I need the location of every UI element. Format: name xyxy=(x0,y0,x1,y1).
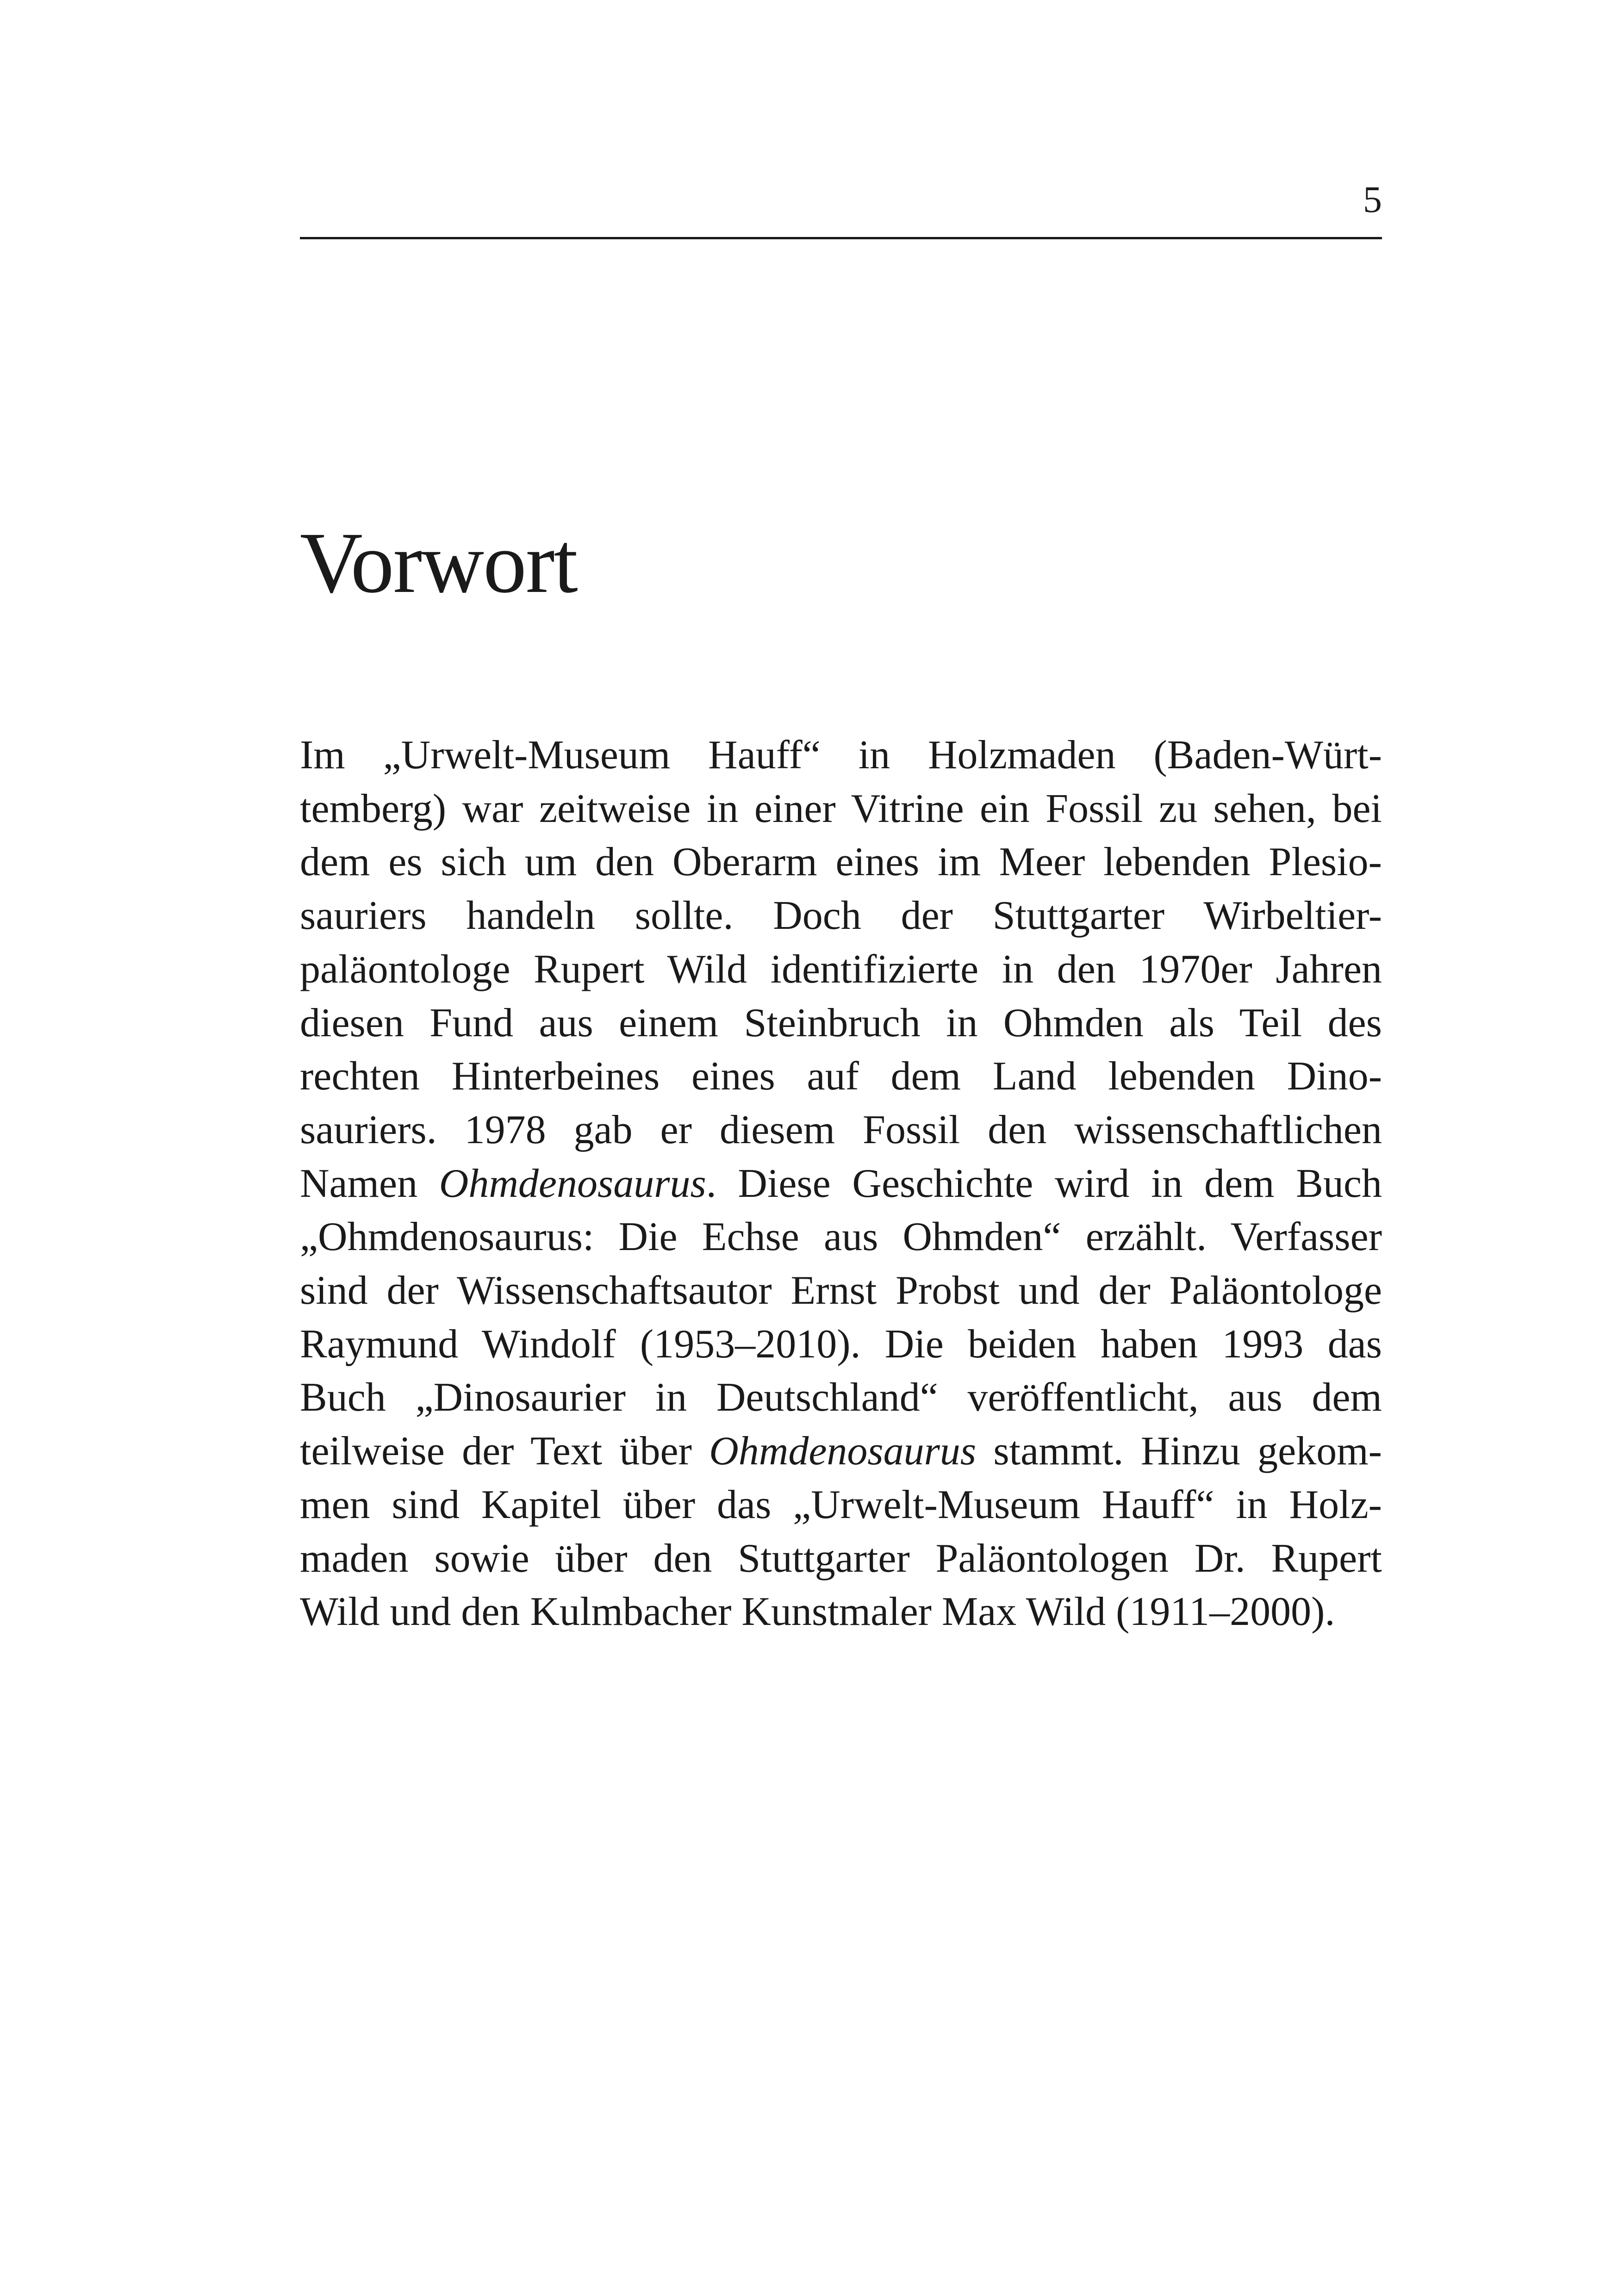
text-line: sauriers. 1978 gab er diesem Fossil den wissenschaftlichen xyxy=(300,1107,1382,1152)
text-line: „Ohmdenosaurus: Die Echse aus Ohmden“ erzählt. Verfasser xyxy=(300,1214,1382,1260)
text-line: men sind Kapitel über das „Urwelt-Museum Hauff“ in Holz- xyxy=(300,1482,1382,1527)
page-number: 5 xyxy=(1363,178,1382,220)
text-line: Raymund Windolf (1953–2010). Die beiden haben 1993 das xyxy=(300,1321,1382,1367)
text-line: sind der Wissenschaftsautor Ernst Probst und der Paläontologe xyxy=(300,1268,1382,1313)
text-line: Namen Ohmdenosaurus. Diese Geschichte wird in dem Buch xyxy=(300,1161,1382,1206)
text-line: Im „Urwelt-Museum Hauff“ in Holzmaden (Baden-Würt- xyxy=(300,733,1382,778)
text-line: rechten Hinterbeines eines auf dem Land lebenden Dino- xyxy=(300,1054,1382,1099)
species-name: Ohmdenosaurus xyxy=(439,1161,706,1206)
species-name: Ohmdenosaurus xyxy=(709,1429,977,1474)
text-line: dem es sich um den Oberarm eines im Meer lebenden Plesio- xyxy=(300,840,1382,885)
text-line: sauriers handeln sollte. Doch der Stuttgarter Wirbeltier- xyxy=(300,893,1382,939)
text-line: diesen Fund aus einem Steinbruch in Ohmden als Teil des xyxy=(300,1000,1382,1045)
text-line: maden sowie über den Stuttgarter Paläontologen Dr. Rupert xyxy=(300,1536,1382,1581)
text-line: Wild und den Kulmbacher Kunstmaler Max Wild (1911–2000). xyxy=(300,1589,1335,1635)
body-paragraph xyxy=(300,728,1382,1639)
text-line: Buch „Dinosaurier in Deutschland“ veröffentlicht, aus dem xyxy=(300,1375,1382,1420)
text-line: teilweise der Text über Ohmdenosaurus stammt. Hinzu gekom- xyxy=(300,1429,1382,1474)
text-line: temberg) war zeitweise in einer Vitrine ein Fossil zu sehen, bei xyxy=(300,786,1382,831)
header-rule xyxy=(300,237,1382,239)
chapter-title: Vorwort xyxy=(300,514,577,611)
text-line: paläontologe Rupert Wild identifizierte in den 1970er Jahren xyxy=(300,946,1382,992)
